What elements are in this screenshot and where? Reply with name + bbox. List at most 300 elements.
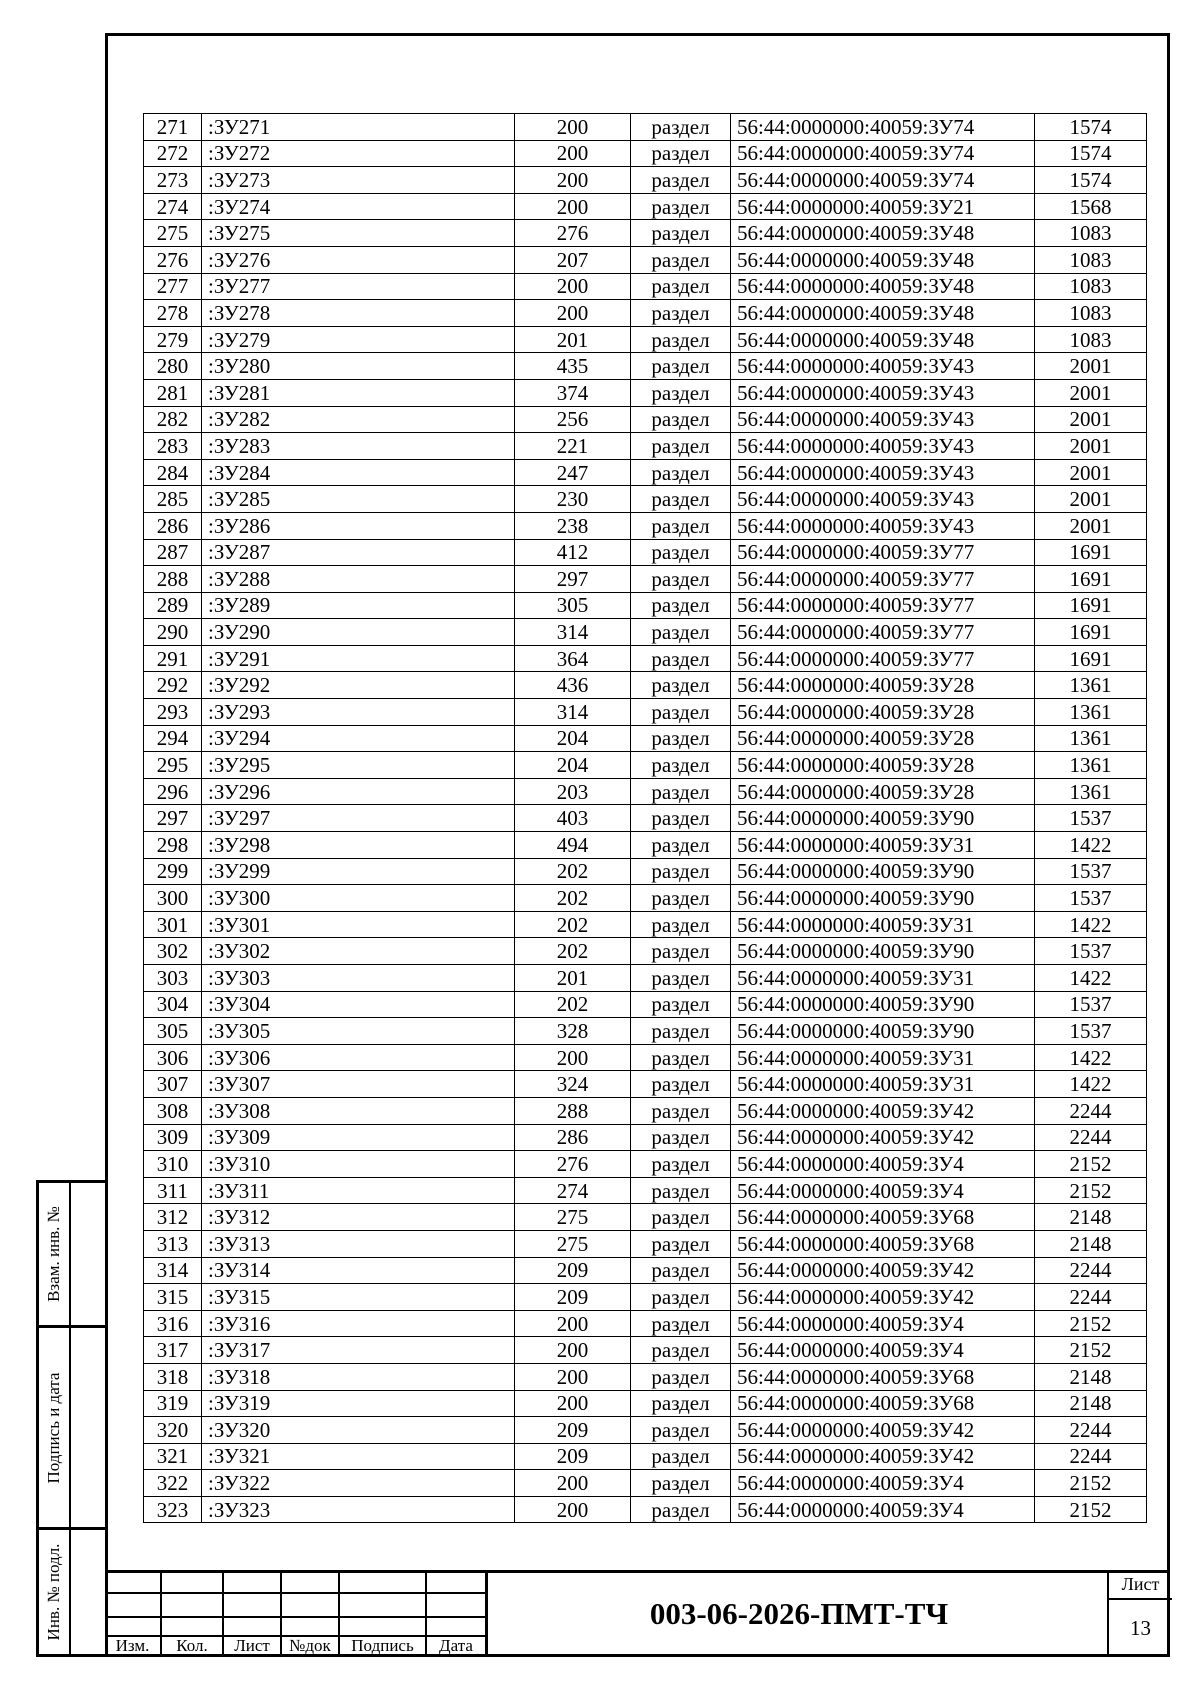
row-number-cell: 300 (144, 885, 202, 912)
formation-method-cell: раздел (631, 778, 731, 805)
row-number-cell: 277 (144, 273, 202, 300)
source-parcel-cell: 56:44:0000000:40059:ЗУ77 (731, 619, 1035, 646)
row-number-cell: 321 (144, 1443, 202, 1470)
source-parcel-cell: 56:44:0000000:40059:ЗУ48 (731, 326, 1035, 353)
formation-method-cell: раздел (631, 1097, 731, 1124)
formation-method-cell: раздел (631, 1417, 731, 1444)
row-number-cell: 273 (144, 167, 202, 194)
parcel-designation-cell: :ЗУ317 (202, 1337, 515, 1364)
source-area-cell: 1574 (1035, 167, 1147, 194)
table-row (144, 246, 1147, 273)
table-row (144, 592, 1147, 619)
table-row (144, 566, 1147, 593)
formation-method-cell: раздел (631, 672, 731, 699)
parcel-designation-cell: :ЗУ274 (202, 193, 515, 220)
source-area-cell: 1083 (1035, 326, 1147, 353)
grid-line (105, 1592, 485, 1594)
grid-line (105, 1616, 485, 1618)
source-parcel-cell: 56:44:0000000:40059:ЗУ31 (731, 911, 1035, 938)
parcel-designation-cell: :ЗУ285 (202, 486, 515, 513)
parcel-area-cell: 286 (515, 1124, 631, 1151)
formation-method-cell: раздел (631, 1443, 731, 1470)
formation-method-cell: раздел (631, 1390, 731, 1417)
table-row (144, 486, 1147, 513)
source-area-cell: 2148 (1035, 1230, 1147, 1257)
sheet-label: Лист (1109, 1570, 1172, 1600)
table-row (144, 752, 1147, 779)
formation-method-cell: раздел (631, 911, 731, 938)
header-podpis: Подпись (351, 1636, 414, 1655)
parcel-designation-cell: :ЗУ296 (202, 778, 515, 805)
revision-grid (105, 1570, 485, 1657)
parcel-area-cell: 201 (515, 965, 631, 992)
source-area-cell: 1083 (1035, 246, 1147, 273)
source-parcel-cell: 56:44:0000000:40059:ЗУ68 (731, 1230, 1035, 1257)
row-number-cell: 276 (144, 246, 202, 273)
source-parcel-cell: 56:44:0000000:40059:ЗУ42 (731, 1097, 1035, 1124)
parcel-area-cell: 328 (515, 1018, 631, 1045)
row-number-cell: 297 (144, 805, 202, 832)
row-number-cell: 296 (144, 778, 202, 805)
parcel-designation-cell: :ЗУ320 (202, 1417, 515, 1444)
formation-method-cell: раздел (631, 1018, 731, 1045)
parcel-area-cell: 276 (515, 1151, 631, 1178)
table-row (144, 619, 1147, 646)
row-number-cell: 320 (144, 1417, 202, 1444)
source-parcel-cell: 56:44:0000000:40059:ЗУ28 (731, 672, 1035, 699)
source-area-cell: 1361 (1035, 672, 1147, 699)
source-parcel-cell: 56:44:0000000:40059:ЗУ77 (731, 645, 1035, 672)
parcel-area-cell: 288 (515, 1097, 631, 1124)
formation-method-cell: раздел (631, 246, 731, 273)
row-number-cell: 304 (144, 991, 202, 1018)
parcel-area-cell: 200 (515, 1363, 631, 1390)
parcel-designation-cell: :ЗУ294 (202, 725, 515, 752)
table-row (144, 406, 1147, 433)
parcel-area-cell: 200 (515, 193, 631, 220)
table-row (144, 140, 1147, 167)
parcel-area-cell: 200 (515, 1310, 631, 1337)
row-number-cell: 282 (144, 406, 202, 433)
table-row (144, 326, 1147, 353)
sheet-box (1107, 1570, 1172, 1657)
source-area-cell: 2244 (1035, 1443, 1147, 1470)
source-area-cell: 1361 (1035, 725, 1147, 752)
row-number-cell: 287 (144, 539, 202, 566)
row-number-cell: 298 (144, 832, 202, 859)
source-parcel-cell: 56:44:0000000:40059:ЗУ48 (731, 246, 1035, 273)
parcel-designation-cell: :ЗУ279 (202, 326, 515, 353)
table-row (144, 273, 1147, 300)
table-row (144, 1204, 1147, 1231)
formation-method-cell: раздел (631, 832, 731, 859)
table-row (144, 459, 1147, 486)
row-number-cell: 286 (144, 512, 202, 539)
parcel-designation-cell: :ЗУ301 (202, 911, 515, 938)
source-parcel-cell: 56:44:0000000:40059:ЗУ68 (731, 1204, 1035, 1231)
row-number-cell: 274 (144, 193, 202, 220)
formation-method-cell: раздел (631, 645, 731, 672)
table-row (144, 300, 1147, 327)
row-number-cell: 283 (144, 433, 202, 460)
parcel-area-cell: 256 (515, 406, 631, 433)
formation-method-cell: раздел (631, 1496, 731, 1523)
parcel-designation-cell: :ЗУ305 (202, 1018, 515, 1045)
row-number-cell: 291 (144, 645, 202, 672)
source-area-cell: 2148 (1035, 1204, 1147, 1231)
row-number-cell: 322 (144, 1470, 202, 1497)
table-row (144, 1443, 1147, 1470)
table-row (144, 699, 1147, 726)
parcels-table-body (144, 114, 1147, 1523)
table-row (144, 1071, 1147, 1098)
source-area-cell: 1361 (1035, 699, 1147, 726)
source-area-cell: 1691 (1035, 539, 1147, 566)
formation-method-cell: раздел (631, 938, 731, 965)
formation-method-cell: раздел (631, 326, 731, 353)
header-izm: Изм. (115, 1636, 150, 1655)
row-number-cell: 312 (144, 1204, 202, 1231)
side-label-inv: Инв. № подл. (44, 1543, 63, 1641)
parcel-designation-cell: :ЗУ299 (202, 858, 515, 885)
parcel-area-cell: 207 (515, 246, 631, 273)
formation-method-cell: раздел (631, 619, 731, 646)
parcel-designation-cell: :ЗУ288 (202, 566, 515, 593)
source-area-cell: 2001 (1035, 353, 1147, 380)
source-parcel-cell: 56:44:0000000:40059:ЗУ4 (731, 1496, 1035, 1523)
side-label-vzam: Взам. инв. № (44, 1206, 63, 1302)
parcel-designation-cell: :ЗУ303 (202, 965, 515, 992)
formation-method-cell: раздел (631, 300, 731, 327)
parcel-designation-cell: :ЗУ316 (202, 1310, 515, 1337)
source-area-cell: 1083 (1035, 273, 1147, 300)
parcel-designation-cell: :ЗУ314 (202, 1257, 515, 1284)
row-number-cell: 293 (144, 699, 202, 726)
source-parcel-cell: 56:44:0000000:40059:ЗУ74 (731, 167, 1035, 194)
row-number-cell: 281 (144, 379, 202, 406)
parcel-area-cell: 403 (515, 805, 631, 832)
parcel-designation-cell: :ЗУ275 (202, 220, 515, 247)
formation-method-cell: раздел (631, 1337, 731, 1364)
parcel-designation-cell: :ЗУ277 (202, 273, 515, 300)
header-list: Лист (234, 1636, 270, 1655)
source-parcel-cell: 56:44:0000000:40059:ЗУ77 (731, 566, 1035, 593)
source-area-cell: 2244 (1035, 1097, 1147, 1124)
side-label-box (39, 1328, 71, 1527)
source-parcel-cell: 56:44:0000000:40059:ЗУ43 (731, 353, 1035, 380)
formation-method-cell: раздел (631, 1310, 731, 1337)
source-area-cell: 2244 (1035, 1417, 1147, 1444)
source-parcel-cell: 56:44:0000000:40059:ЗУ48 (731, 220, 1035, 247)
source-area-cell: 1537 (1035, 991, 1147, 1018)
formation-method-cell: раздел (631, 1071, 731, 1098)
parcel-area-cell: 200 (515, 300, 631, 327)
parcel-area-cell: 221 (515, 433, 631, 460)
table-row (144, 965, 1147, 992)
parcel-designation-cell: :ЗУ291 (202, 645, 515, 672)
source-parcel-cell: 56:44:0000000:40059:ЗУ31 (731, 965, 1035, 992)
row-number-cell: 299 (144, 858, 202, 885)
row-number-cell: 290 (144, 619, 202, 646)
parcel-area-cell: 364 (515, 645, 631, 672)
source-area-cell: 1422 (1035, 832, 1147, 859)
source-area-cell: 2001 (1035, 379, 1147, 406)
formation-method-cell: раздел (631, 805, 731, 832)
table-row (144, 114, 1147, 141)
source-area-cell: 1361 (1035, 778, 1147, 805)
row-number-cell: 271 (144, 114, 202, 141)
parcel-area-cell: 203 (515, 778, 631, 805)
source-parcel-cell: 56:44:0000000:40059:ЗУ68 (731, 1363, 1035, 1390)
parcel-designation-cell: :ЗУ271 (202, 114, 515, 141)
parcel-designation-cell: :ЗУ313 (202, 1230, 515, 1257)
row-number-cell: 295 (144, 752, 202, 779)
header-ndok: №док (289, 1636, 331, 1655)
parcel-designation-cell: :ЗУ319 (202, 1390, 515, 1417)
source-area-cell: 1422 (1035, 911, 1147, 938)
parcel-designation-cell: :ЗУ307 (202, 1071, 515, 1098)
formation-method-cell: раздел (631, 1177, 731, 1204)
formation-method-cell: раздел (631, 1044, 731, 1071)
parcel-designation-cell: :ЗУ298 (202, 832, 515, 859)
source-area-cell: 1083 (1035, 220, 1147, 247)
row-number-cell: 315 (144, 1284, 202, 1311)
parcel-designation-cell: :ЗУ306 (202, 1044, 515, 1071)
formation-method-cell: раздел (631, 965, 731, 992)
table-row (144, 725, 1147, 752)
row-number-cell: 310 (144, 1151, 202, 1178)
table-row (144, 1018, 1147, 1045)
source-area-cell: 1422 (1035, 1044, 1147, 1071)
formation-method-cell: раздел (631, 592, 731, 619)
formation-method-cell: раздел (631, 140, 731, 167)
table-row (144, 1417, 1147, 1444)
formation-method-cell: раздел (631, 353, 731, 380)
table-row (144, 885, 1147, 912)
source-parcel-cell: 56:44:0000000:40059:ЗУ4 (731, 1177, 1035, 1204)
source-area-cell: 2152 (1035, 1177, 1147, 1204)
parcel-designation-cell: :ЗУ300 (202, 885, 515, 912)
table-row (144, 1337, 1147, 1364)
row-number-cell: 309 (144, 1124, 202, 1151)
parcel-designation-cell: :ЗУ315 (202, 1284, 515, 1311)
row-number-cell: 323 (144, 1496, 202, 1523)
table-row (144, 1284, 1147, 1311)
row-number-cell: 275 (144, 220, 202, 247)
table-row (144, 1310, 1147, 1337)
sheet-number: 13 (1130, 1616, 1151, 1640)
row-number-cell: 317 (144, 1337, 202, 1364)
source-parcel-cell: 56:44:0000000:40059:ЗУ74 (731, 140, 1035, 167)
source-parcel-cell: 56:44:0000000:40059:ЗУ77 (731, 539, 1035, 566)
formation-method-cell: раздел (631, 752, 731, 779)
parcel-designation-cell: :ЗУ308 (202, 1097, 515, 1124)
parcel-area-cell: 275 (515, 1230, 631, 1257)
source-parcel-cell: 56:44:0000000:40059:ЗУ28 (731, 752, 1035, 779)
parcel-area-cell: 202 (515, 938, 631, 965)
source-area-cell: 2244 (1035, 1284, 1147, 1311)
source-area-cell: 2152 (1035, 1470, 1147, 1497)
source-area-cell: 1691 (1035, 619, 1147, 646)
row-number-cell: 289 (144, 592, 202, 619)
row-number-cell: 319 (144, 1390, 202, 1417)
parcel-designation-cell: :ЗУ281 (202, 379, 515, 406)
parcel-area-cell: 275 (515, 1204, 631, 1231)
parcel-area-cell: 200 (515, 273, 631, 300)
source-area-cell: 1691 (1035, 592, 1147, 619)
parcel-area-cell: 436 (515, 672, 631, 699)
formation-method-cell: раздел (631, 512, 731, 539)
formation-method-cell: раздел (631, 1124, 731, 1151)
table-row (144, 1151, 1147, 1178)
parcel-designation-cell: :ЗУ310 (202, 1151, 515, 1178)
side-label-podpis: Подпись и дата (44, 1372, 63, 1483)
source-area-cell: 1361 (1035, 752, 1147, 779)
parcel-area-cell: 201 (515, 326, 631, 353)
formation-method-cell: раздел (631, 1363, 731, 1390)
table-row (144, 220, 1147, 247)
formation-method-cell: раздел (631, 1151, 731, 1178)
formation-method-cell: раздел (631, 1470, 731, 1497)
parcel-designation-cell: :ЗУ286 (202, 512, 515, 539)
source-parcel-cell: 56:44:0000000:40059:ЗУ48 (731, 273, 1035, 300)
side-label-box (39, 1183, 71, 1325)
source-parcel-cell: 56:44:0000000:40059:ЗУ28 (731, 778, 1035, 805)
source-area-cell: 2152 (1035, 1496, 1147, 1523)
table-row (144, 539, 1147, 566)
source-parcel-cell: 56:44:0000000:40059:ЗУ31 (731, 1071, 1035, 1098)
parcel-area-cell: 247 (515, 459, 631, 486)
source-parcel-cell: 56:44:0000000:40059:ЗУ4 (731, 1310, 1035, 1337)
source-area-cell: 2001 (1035, 433, 1147, 460)
source-parcel-cell: 56:44:0000000:40059:ЗУ28 (731, 699, 1035, 726)
parcel-area-cell: 209 (515, 1257, 631, 1284)
parcel-designation-cell: :ЗУ280 (202, 353, 515, 380)
header-kol: Кол. (176, 1636, 208, 1655)
source-parcel-cell: 56:44:0000000:40059:ЗУ43 (731, 459, 1035, 486)
parcel-designation-cell: :ЗУ283 (202, 433, 515, 460)
table-row (144, 353, 1147, 380)
table-row (144, 1177, 1147, 1204)
parcel-area-cell: 200 (515, 1470, 631, 1497)
row-number-cell: 303 (144, 965, 202, 992)
parcel-designation-cell: :ЗУ304 (202, 991, 515, 1018)
table-row (144, 991, 1147, 1018)
row-number-cell: 318 (144, 1363, 202, 1390)
side-cell-inv (36, 1527, 105, 1657)
row-number-cell: 316 (144, 1310, 202, 1337)
source-parcel-cell: 56:44:0000000:40059:ЗУ43 (731, 486, 1035, 513)
parcel-area-cell: 274 (515, 1177, 631, 1204)
parcel-designation-cell: :ЗУ276 (202, 246, 515, 273)
source-parcel-cell: 56:44:0000000:40059:ЗУ90 (731, 991, 1035, 1018)
row-number-cell: 278 (144, 300, 202, 327)
row-number-cell: 313 (144, 1230, 202, 1257)
source-parcel-cell: 56:44:0000000:40059:ЗУ31 (731, 832, 1035, 859)
parcel-designation-cell: :ЗУ273 (202, 167, 515, 194)
parcel-area-cell: 209 (515, 1417, 631, 1444)
source-area-cell: 2001 (1035, 512, 1147, 539)
table-row (144, 1230, 1147, 1257)
parcel-area-cell: 297 (515, 566, 631, 593)
formation-method-cell: раздел (631, 459, 731, 486)
source-area-cell: 2244 (1035, 1257, 1147, 1284)
parcel-designation-cell: :ЗУ287 (202, 539, 515, 566)
parcel-area-cell: 200 (515, 1044, 631, 1071)
source-area-cell: 2001 (1035, 406, 1147, 433)
source-parcel-cell: 56:44:0000000:40059:ЗУ42 (731, 1284, 1035, 1311)
table-row (144, 911, 1147, 938)
parcel-designation-cell: :ЗУ272 (202, 140, 515, 167)
row-number-cell: 284 (144, 459, 202, 486)
source-area-cell: 1537 (1035, 938, 1147, 965)
formation-method-cell: раздел (631, 1230, 731, 1257)
source-parcel-cell: 56:44:0000000:40059:ЗУ4 (731, 1151, 1035, 1178)
row-number-cell: 306 (144, 1044, 202, 1071)
table-row (144, 672, 1147, 699)
parcel-area-cell: 200 (515, 1337, 631, 1364)
source-parcel-cell: 56:44:0000000:40059:ЗУ48 (731, 300, 1035, 327)
parcel-area-cell: 204 (515, 752, 631, 779)
table-row (144, 832, 1147, 859)
formation-method-cell: раздел (631, 539, 731, 566)
parcel-designation-cell: :ЗУ302 (202, 938, 515, 965)
source-area-cell: 1574 (1035, 114, 1147, 141)
formation-method-cell: раздел (631, 406, 731, 433)
source-parcel-cell: 56:44:0000000:40059:ЗУ31 (731, 1044, 1035, 1071)
parcel-area-cell: 200 (515, 140, 631, 167)
source-area-cell: 2001 (1035, 486, 1147, 513)
table-row (144, 645, 1147, 672)
source-parcel-cell: 56:44:0000000:40059:ЗУ90 (731, 885, 1035, 912)
table-row (144, 167, 1147, 194)
formation-method-cell: раздел (631, 114, 731, 141)
parcel-designation-cell: :ЗУ309 (202, 1124, 515, 1151)
parcel-area-cell: 202 (515, 885, 631, 912)
source-area-cell: 1083 (1035, 300, 1147, 327)
formation-method-cell: раздел (631, 1257, 731, 1284)
parcel-area-cell: 230 (515, 486, 631, 513)
parcel-area-cell: 305 (515, 592, 631, 619)
source-area-cell: 2152 (1035, 1337, 1147, 1364)
row-number-cell: 292 (144, 672, 202, 699)
parcel-designation-cell: :ЗУ292 (202, 672, 515, 699)
formation-method-cell: раздел (631, 193, 731, 220)
parcel-designation-cell: :ЗУ322 (202, 1470, 515, 1497)
source-parcel-cell: 56:44:0000000:40059:ЗУ90 (731, 805, 1035, 832)
parcel-area-cell: 200 (515, 114, 631, 141)
source-area-cell: 2152 (1035, 1151, 1147, 1178)
row-number-cell: 311 (144, 1177, 202, 1204)
source-area-cell: 1574 (1035, 140, 1147, 167)
source-parcel-cell: 56:44:0000000:40059:ЗУ42 (731, 1257, 1035, 1284)
source-area-cell: 1537 (1035, 1018, 1147, 1045)
parcel-designation-cell: :ЗУ293 (202, 699, 515, 726)
parcel-area-cell: 324 (515, 1071, 631, 1098)
source-parcel-cell: 56:44:0000000:40059:ЗУ90 (731, 1018, 1035, 1045)
parcels-table (143, 113, 1147, 1523)
source-parcel-cell: 56:44:0000000:40059:ЗУ42 (731, 1443, 1035, 1470)
table-row (144, 379, 1147, 406)
row-number-cell: 288 (144, 566, 202, 593)
parcel-area-cell: 412 (515, 539, 631, 566)
formation-method-cell: раздел (631, 991, 731, 1018)
source-parcel-cell: 56:44:0000000:40059:ЗУ43 (731, 512, 1035, 539)
source-area-cell: 2148 (1035, 1363, 1147, 1390)
parcel-area-cell: 200 (515, 1390, 631, 1417)
parcel-designation-cell: :ЗУ311 (202, 1177, 515, 1204)
row-number-cell: 301 (144, 911, 202, 938)
